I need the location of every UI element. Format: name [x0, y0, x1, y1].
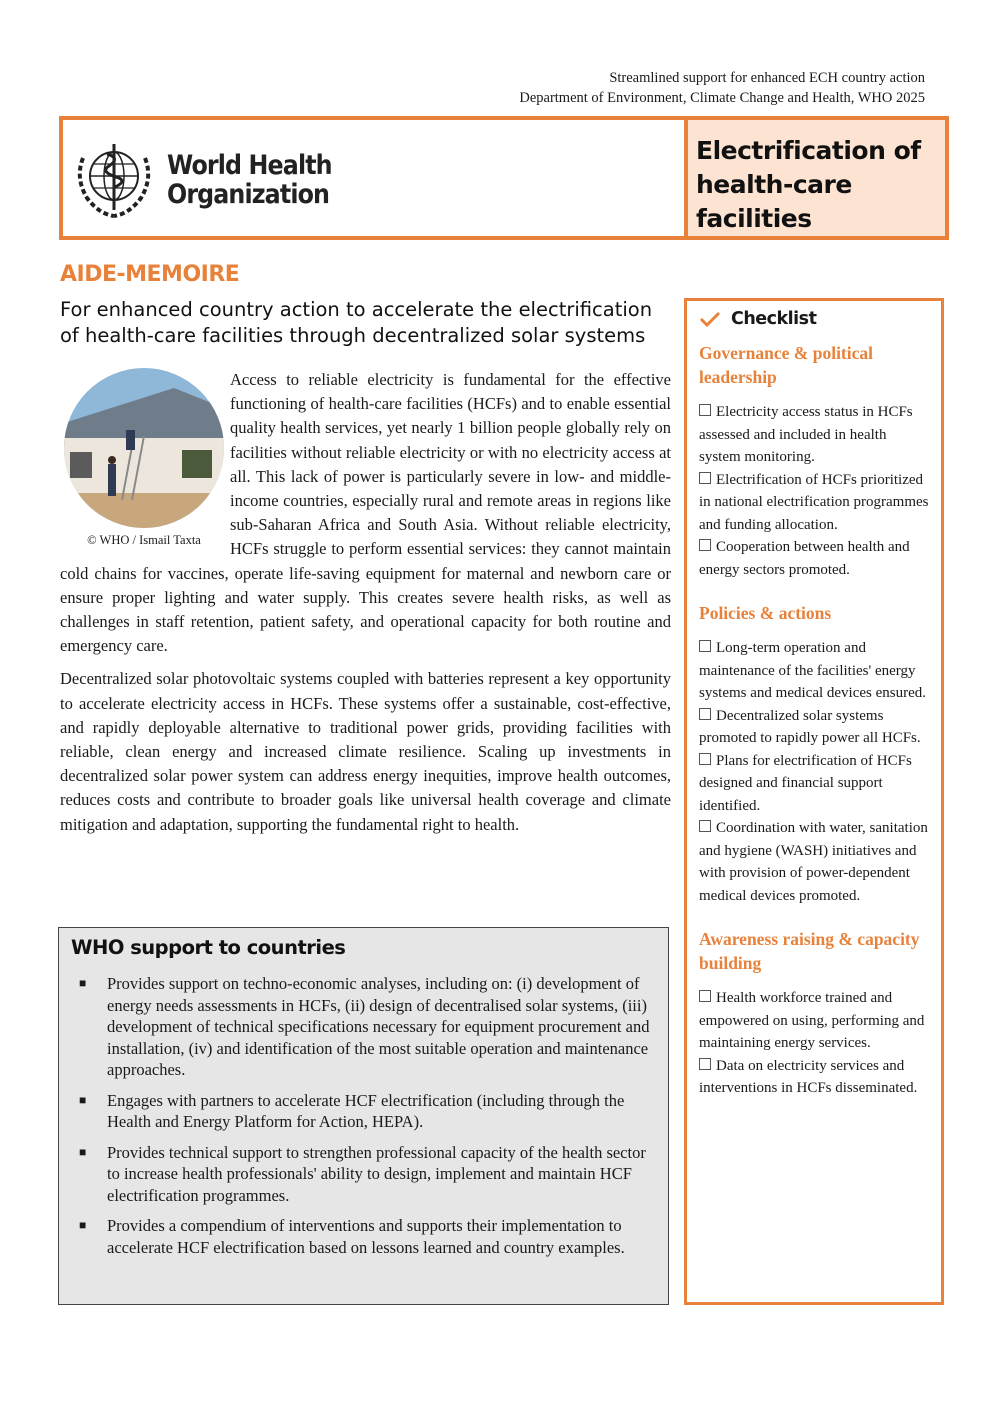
- checkbox-icon[interactable]: [699, 539, 711, 551]
- checkbox-icon[interactable]: [699, 640, 711, 652]
- logo-line-2: Organization: [167, 179, 330, 210]
- who-logo: [69, 138, 354, 222]
- facility-photo: [64, 368, 224, 528]
- support-title: WHO support to countries: [71, 936, 346, 959]
- checkbox-icon[interactable]: [699, 990, 711, 1002]
- checklist-section-title: Policies & actions: [699, 603, 832, 623]
- checklist-item[interactable]: Long-term operation and maintenance of the facilities' energy systems and medical devices ensured.: [699, 640, 927, 701]
- support-item: ■ Provides a compendium of interventions and supports their implementation to accelerate HCF electrification based on lessons learned and country examples.: [79, 1216, 625, 1257]
- who-support-box: [58, 927, 669, 1305]
- checkbox-icon[interactable]: [699, 472, 711, 484]
- document-subtitle: For enhanced country action to accelerate the electrification of health-care facilities through decentralized solar systems: [60, 298, 653, 347]
- banner: [59, 116, 686, 240]
- banner-title-line-3: facilities: [696, 204, 812, 233]
- checklist-panel: [684, 298, 944, 1305]
- checkbox-icon[interactable]: [699, 404, 711, 416]
- checkbox-icon[interactable]: [699, 753, 711, 765]
- checklist-item[interactable]: Data on electricity services and interventions in HCFs disseminated.: [699, 1057, 918, 1096]
- checklist-section-title: Governance & political leadership: [699, 343, 874, 387]
- checklist-section-title: Awareness raising & capacity building: [699, 929, 920, 973]
- intro-paragraph-1: Access to reliable electricity is fundamental for the effective functioning of health-care facilities (HCFs) and to enable essential quality health services, yet nearly 1 billion people globally rely on facilities without reliable electricity or with no electricity access at all. This lack of power is particularly severe in low- and middle-income countries, especially rural and remote areas in regions like sub-Saharan Africa and South Asia. Without reliable electricity, HCFs struggle to perform essential services: they cannot maintain cold chains for vaccines, operate life-saving equipment for maternal and newborn care or ensure proper lighting and water supply. This creates severe health risks, as well as challenges in staff retention, patient safety, and operational capacity for both routine and emergency care.: [60, 370, 671, 656]
- checklist-item[interactable]: Electrification of HCFs prioritized in national electrification programmes and funding allocation.: [699, 471, 929, 533]
- checklist-item[interactable]: Coordination with water, sanitation and hygiene (WASH) initiatives and with provision of power-dependent medical devices promoted.: [699, 820, 928, 904]
- checkmark-icon: [699, 311, 721, 327]
- checklist-title: Checklist: [731, 309, 817, 329]
- checklist-item[interactable]: Cooperation between health and energy sectors promoted.: [699, 539, 910, 578]
- header-line-1: Streamlined support for enhanced ECH country action: [609, 70, 925, 86]
- aide-memoire-label: AIDE-MEMOIRE: [60, 262, 240, 287]
- checklist-item[interactable]: Health workforce trained and empowered on using, performing and maintaining energy services.: [699, 990, 925, 1051]
- support-item: ■ Provides technical support to strengthen professional capacity of the health sector to increase health professionals' ability to design, implement and maintain HCF electrification programmes.: [79, 1142, 646, 1205]
- logo-wordmark: [167, 151, 332, 209]
- intro-paragraph-2: Decentralized solar photovoltaic systems coupled with batteries represent a key opportunity to accelerate electricity access in HCFs. These systems offer a sustainable, cost-effective, and rapidly deployable alternative to traditional power grids, providing facilities with reliable, clean energy and increased climate resilience. Scaling up investments in decentralized solar power system can address energy inequities, improve health outcomes, reduces costs and contribute to broader goals like universal health coverage and climate mitigation and adaptation, supporting the fundamental right to health.: [60, 669, 671, 834]
- who-emblem-icon: [69, 138, 159, 222]
- checkbox-icon[interactable]: [699, 708, 711, 720]
- support-item: ■ Engages with partners to accelerate HCF electrification (including through the Health and Energy Platform for Action, HEPA).: [79, 1090, 625, 1131]
- banner-title-line-1: Electrification of: [696, 136, 921, 165]
- checklist-item[interactable]: Electricity access status in HCFs assessed and included in health system monitoring.: [699, 404, 913, 465]
- checkbox-icon[interactable]: [699, 820, 711, 832]
- document-header: [519, 68, 925, 108]
- photo-caption: © WHO / Ismail Taxta: [87, 533, 201, 547]
- banner-title-line-2: health-care: [696, 170, 852, 199]
- support-item: ■ Provides support on techno-economic analyses, including on: (i) development of energy needs assessments in HCFs, (ii) design of decentralised solar systems, (iii) development of technical specifications necessary for equipment procurement and installation, (iv) and identification of the most suitable operation and maintenance approaches.: [79, 974, 650, 1079]
- checklist-item[interactable]: Plans for electrification of HCFs designed and financial support identified.: [699, 752, 912, 814]
- banner-title: [684, 116, 949, 240]
- checklist-item[interactable]: Decentralized solar systems promoted to rapidly power all HCFs.: [699, 707, 921, 746]
- checkbox-icon[interactable]: [699, 1058, 711, 1070]
- logo-line-1: World Health: [167, 150, 332, 181]
- header-line-2: Department of Environment, Climate Change and Health, WHO 2025: [519, 90, 925, 106]
